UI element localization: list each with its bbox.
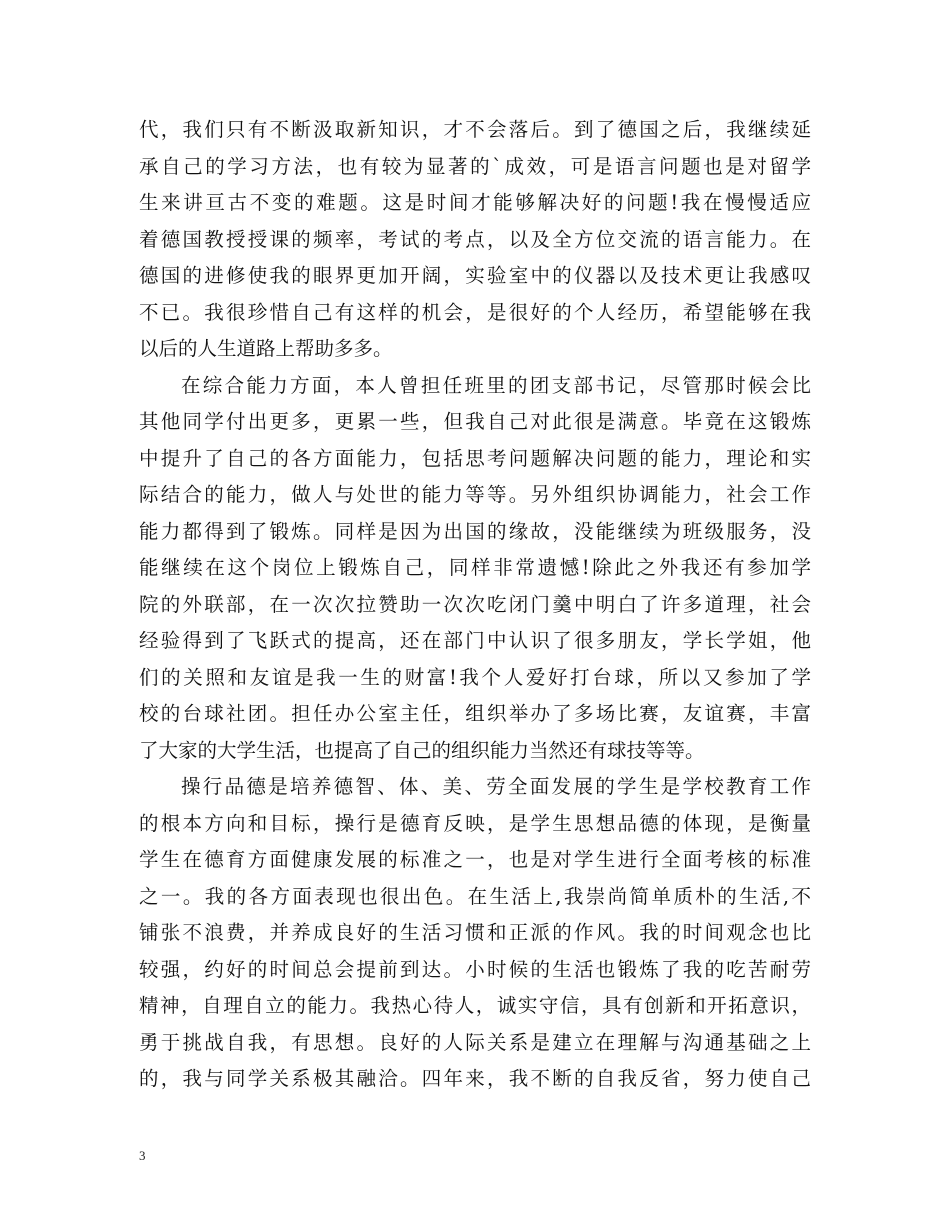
- text-line: 经验得到了飞跃式的提高，还在部门中认识了很多朋友，学长学姐，他: [139, 629, 811, 652]
- page-number: 3: [139, 1148, 146, 1163]
- text-line: 不已。我很珍惜自己有这样的机会，是很好的个人经历，希望能够在我: [139, 300, 811, 324]
- text-line: 承自己的学习方法，也有较为显著的`成效，可是语言问题也是对留学: [139, 154, 811, 178]
- text-line: 校的台球社团。担任办公室主任，组织举办了多场比赛，友谊赛，丰富: [139, 702, 811, 725]
- text-line: 勇于挑战自我，有思想。良好的人际关系是建立在理解与沟通基础之上: [139, 1030, 811, 1054]
- text-line: 之一。我的各方面表现也很出色。在生活上,我崇尚简单质朴的生活,不: [139, 884, 811, 908]
- text-line: 际结合的能力，做人与处世的能力等等。另外组织协调能力，社会工作: [139, 483, 811, 506]
- text-line: 院的外联部，在一次次拉赞助一次次吃闭门羹中明白了许多道理，社会: [139, 592, 811, 616]
- text-line: 的，我与同学关系极其融洽。四年来，我不断的自我反省，努力使自己: [139, 1067, 811, 1090]
- text-line: 代，我们只有不断汲取新知识，才不会落后。到了德国之后，我继续延: [139, 118, 811, 141]
- text-line: 精神，自理自立的能力。我热心待人，诚实守信，具有创新和开拓意识，: [139, 994, 811, 1017]
- text-line: 较强，约好的时间总会提前到达。小时候的生活也锻炼了我的吃苦耐劳: [139, 957, 811, 981]
- text-line: 着德国教授授课的频率，考试的考点，以及全方位交流的语言能力。在: [139, 227, 811, 251]
- document-body: [139, 112, 811, 1098]
- text-line: 操行品德是培养德智、体、美、劳全面发展的学生是学校教育工作: [181, 775, 811, 798]
- text-line: 生来讲亘古不变的难题。这是时间才能够解决好的问题!我在慢慢适应: [139, 191, 811, 214]
- text-line: 们的关照和友谊是我一生的财富!我个人爱好打台球，所以又参加了学: [139, 665, 811, 689]
- text-line: 了大家的大学生活，也提高了自己的组织能力当然还有球技等等。: [139, 738, 705, 762]
- text-line: 学生在德育方面健康发展的标准之一，也是对学生进行全面考核的标准: [139, 848, 811, 871]
- text-line: 在综合能力方面，本人曾担任班里的团支部书记，尽管那时候会比: [181, 373, 811, 397]
- text-line: 中提升了自己的各方面能力，包括思考问题解决问题的能力，理论和实: [139, 446, 811, 470]
- text-line: 铺张不浪费，并养成良好的生活习惯和正派的作风。我的时间观念也比: [139, 921, 811, 944]
- text-line: 其他同学付出更多，更累一些，但我自己对此很是满意。毕竟在这锻炼: [139, 410, 811, 433]
- text-line: 的根本方向和目标，操行是德育反映，是学生思想品德的体现，是衡量: [139, 811, 811, 835]
- text-line: 能继续在这个岗位上锻炼自己，同样非常遗憾!除此之外我还有参加学: [139, 556, 811, 579]
- text-line: 以后的人生道路上帮助多多。: [139, 337, 393, 360]
- text-line: 德国的进修使我的眼界更加开阔，实验室中的仪器以及技术更让我感叹: [139, 264, 811, 287]
- text-line: 能力都得到了锻炼。同样是因为出国的缘故，没能继续为班级服务，没: [139, 519, 811, 543]
